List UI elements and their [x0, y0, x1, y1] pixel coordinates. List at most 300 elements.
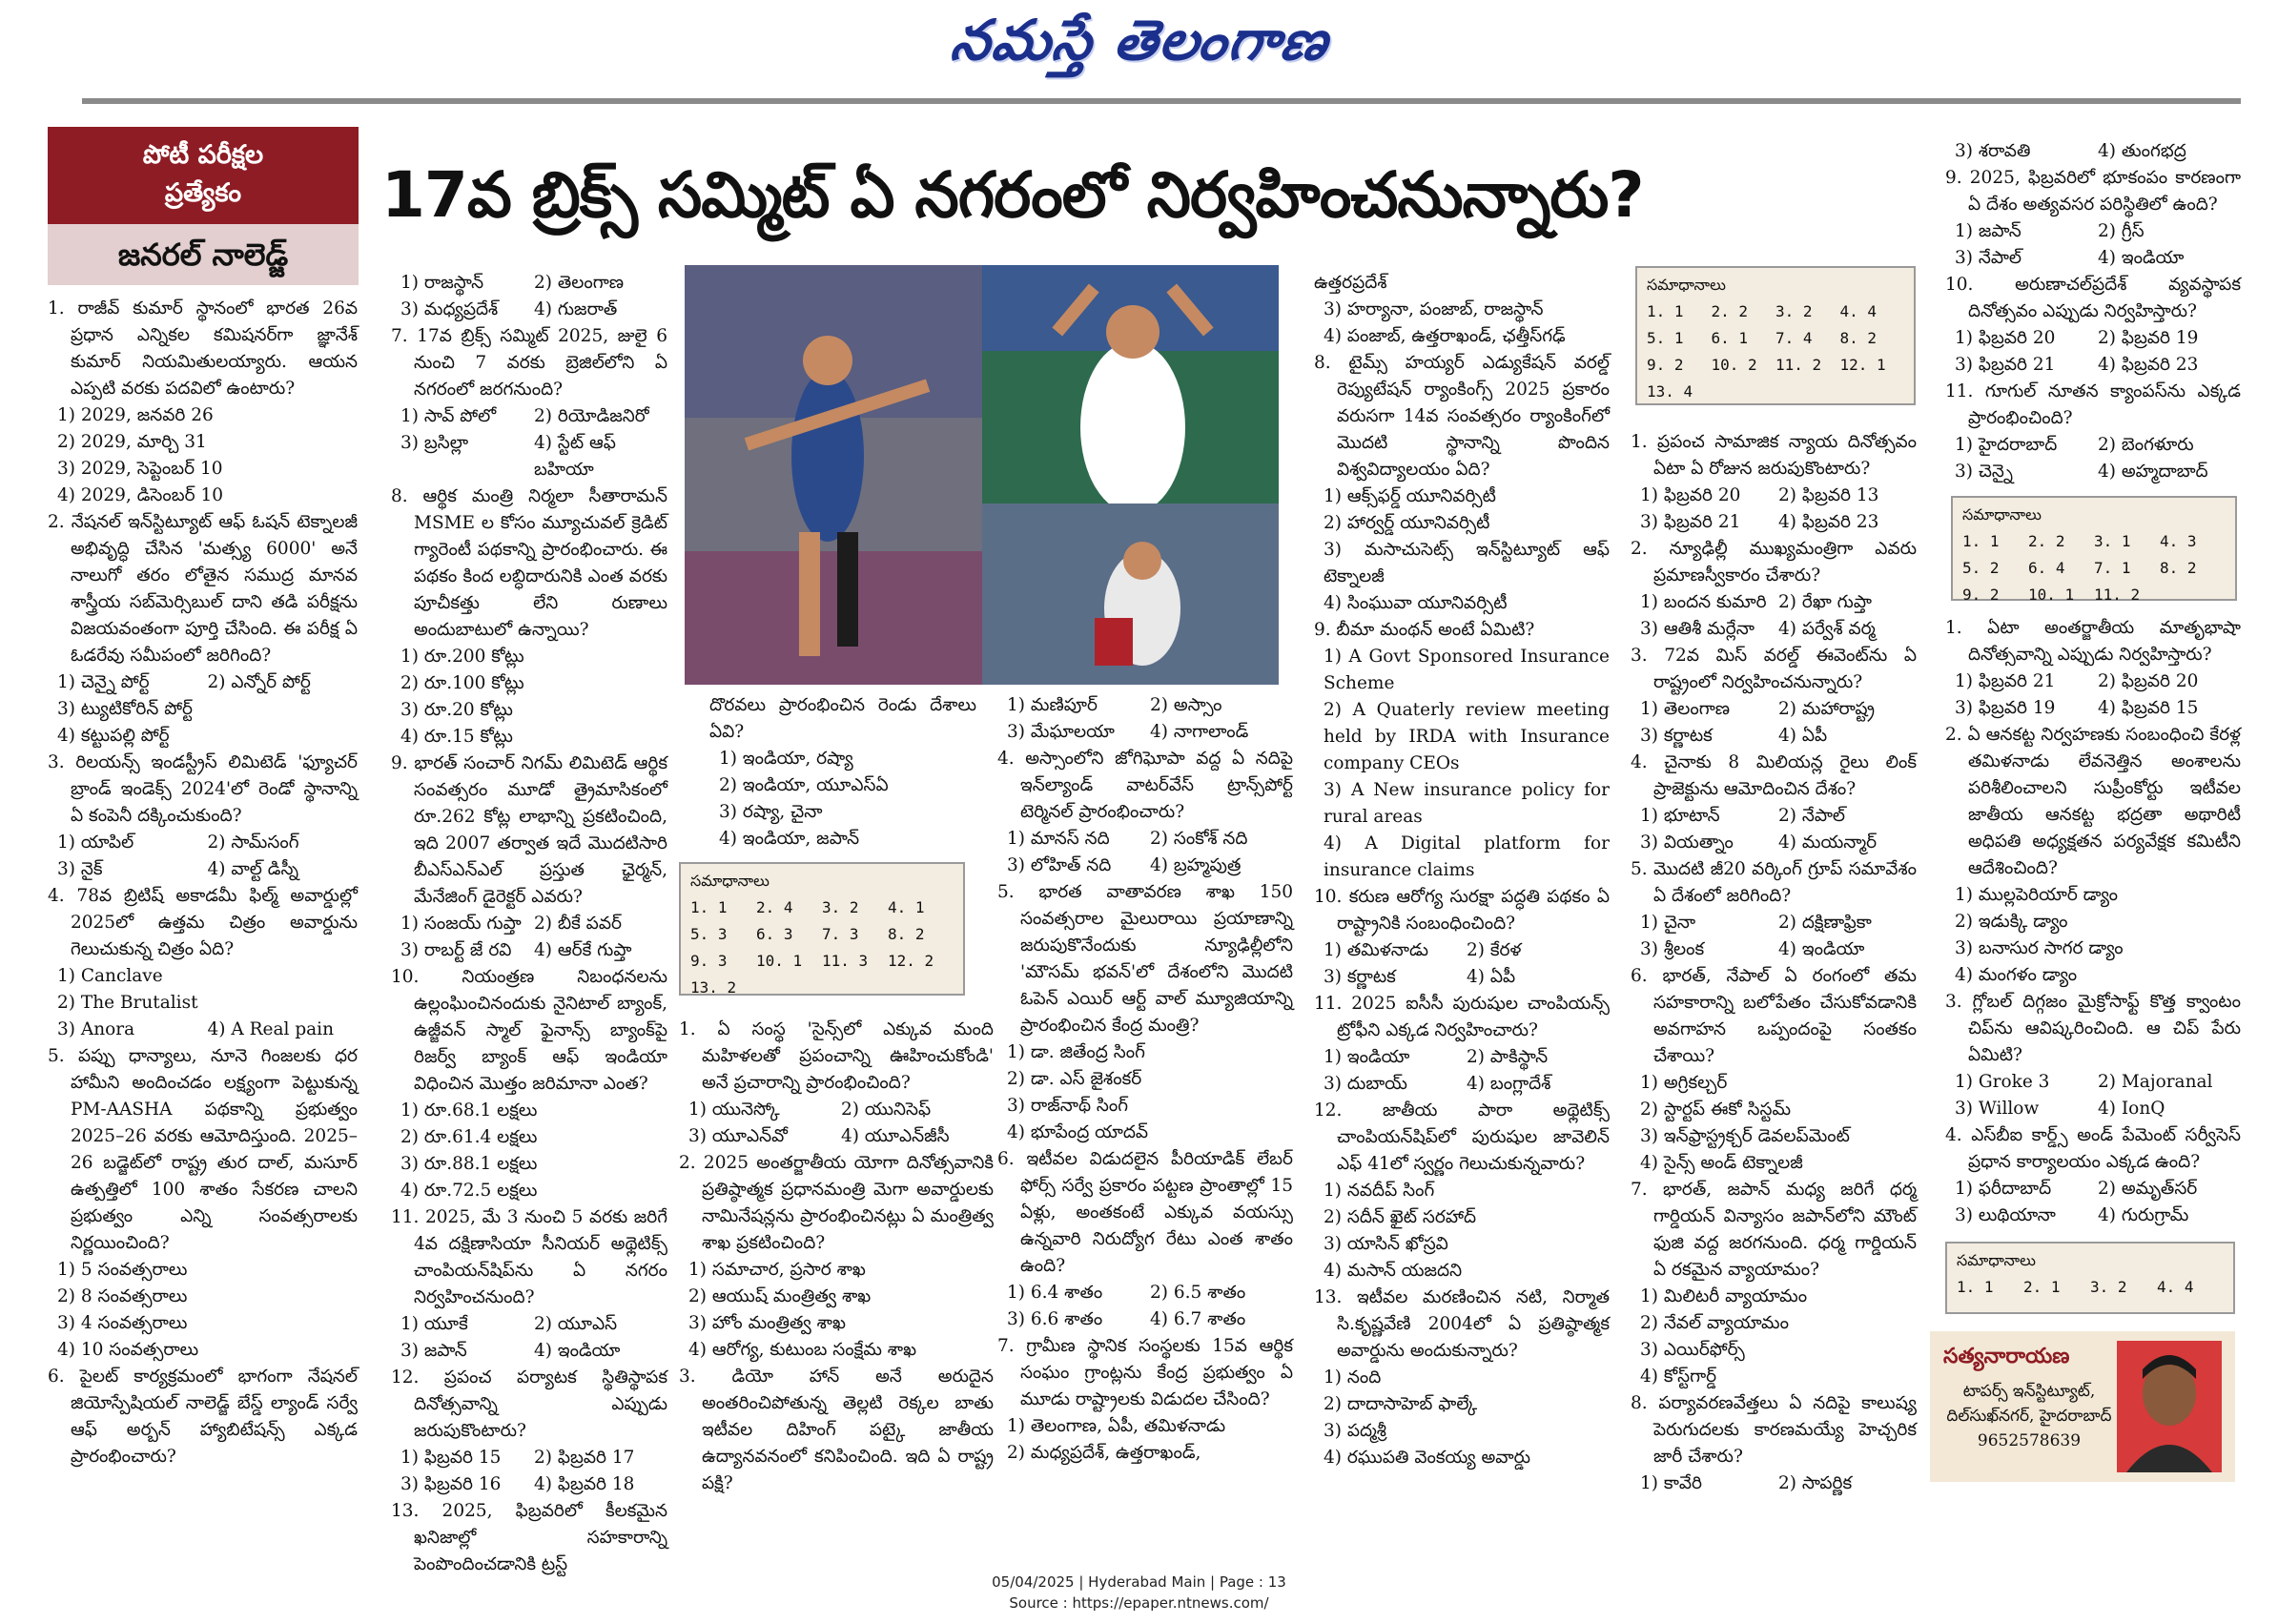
- option-pair: [391, 1471, 667, 1498]
- answer-item: 9. 2: [1647, 356, 1684, 374]
- question: 2. నేషనల్ ఇన్‌స్టిట్యూట్ ఆఫ్ ఓషన్ టెక్నాలజీ అభివృద్ధి చేసిన 'మత్స్య 6000' అనే నాలుగో తరం లోతైన సముద్ర మానవ శాస్త్రీయ సబ్‌మెర్సిబుల్ దాని తడి పరీక్షను విజయవంతంగా పూర్తి చేసింది. ఈ పరీక్ష ఏ ఓడరేవు సమీపంలో జరిగింది?: [48, 512, 358, 666]
- option-pair: [391, 1338, 667, 1365]
- option-pair: [1945, 1203, 2241, 1229]
- option: 4) తుంగభద్ర: [2098, 141, 2186, 161]
- option-pair: [679, 1123, 994, 1150]
- option: 1) రూ.68.1 లక్షలు: [400, 1100, 538, 1120]
- answers-grid: [1957, 1274, 2224, 1301]
- question: 13. 2025, ఫిబ్రవరిలో కీలకమైన ఖనిజాల్లో సహకారాన్ని పెంపొందించడానికి ట్రస్ట్: [391, 1501, 667, 1574]
- option: 4) ఫిబ్రవరి 23: [2098, 355, 2199, 375]
- option: 2) సదీన్ ఖైట్ సరహాద్: [1324, 1207, 1477, 1227]
- option: 2) యునిసెఫ్: [841, 1100, 932, 1120]
- option-pair: [391, 297, 667, 323]
- question: 1. ఏ సంస్థ 'సైన్స్‌లో ఎక్కువ మంది మహిళలతో ప్రపంచాన్ని ఊహించుకోండి' అనే ప్రచారాన్ని ప్రారంభించింది?: [679, 1019, 994, 1093]
- option: 3) ఫిబ్రవరి 19: [1955, 698, 2056, 718]
- option: 4) రఘుపతి వెంకయ్య అవార్డు: [1324, 1448, 1531, 1468]
- answer-item: 6. 1: [1711, 329, 1749, 347]
- option: 1) ఫరీదాబాద్: [1955, 1179, 2052, 1199]
- option: 1) అగ్రికల్చర్: [1640, 1073, 1728, 1093]
- section-label: [48, 127, 359, 285]
- option: 1) సావ్ పోలో: [400, 406, 497, 426]
- option: 3) వియత్నాం: [1640, 833, 1734, 853]
- option: 1) యూకే: [400, 1314, 468, 1334]
- option: 3) శరావతి: [1955, 141, 2031, 161]
- answers-grid: [1647, 298, 1904, 405]
- option-pair: [997, 853, 1293, 879]
- newspaper-logo: నమస్తే తెలంగాణ: [946, 8, 1334, 72]
- option: 2) A Quaterly review meeting held by IRDA with Insurance company CEOs: [1324, 700, 1610, 773]
- option-pair: [1314, 937, 1610, 964]
- question: 4. అస్సాంలోని జోగిఘోపా వద్ద ఏ నదిపై ఇన్‌ల్యాండ్ వాటర్‌వేస్ ట్రాన్స్‌పోర్ట్ టెర్మినల్ ప్రారంభించారు?: [997, 749, 1293, 822]
- answers-heading: సమాధానాలు: [1957, 1251, 2036, 1269]
- option: 1) ఫిబ్రవరి 15: [400, 1448, 502, 1468]
- option-pair: [997, 719, 1293, 746]
- option: 2) ఫిబ్రవరి 19: [2098, 328, 2199, 348]
- option: 2) నేవల్ వ్యాయామం: [1640, 1313, 1789, 1333]
- option: 1) ఇండియా: [1324, 1047, 1410, 1067]
- option: 1) 2029, జనవరి 26: [57, 405, 214, 425]
- option-pair: [48, 830, 358, 856]
- option: 1) తెలంగాణ: [1640, 699, 1731, 719]
- masthead: [0, 0, 2278, 86]
- option: 4) రూ.15 కోట్లు: [400, 727, 513, 747]
- option-pair: [1945, 138, 2241, 165]
- option: 1) యునెస్కో: [688, 1100, 780, 1120]
- option: 1) సమాచార, ప్రసార శాఖ: [688, 1260, 866, 1280]
- option-pair: [48, 856, 358, 883]
- option: 2) స్టార్టప్ ఈకో సిస్టమ్: [1640, 1100, 1792, 1120]
- option: 3) చెన్నై: [1955, 462, 2013, 482]
- option: 2) దాదాసాహెబ్ ఫాల్కే: [1324, 1394, 1478, 1414]
- answers-grid: [1962, 528, 2226, 608]
- option: 2) సంకోశ్ నది: [1150, 829, 1248, 849]
- option: 4) బ్రహ్మపుత్ర: [1150, 855, 1242, 875]
- option: 1) హైదరాబాద్: [1955, 435, 2058, 455]
- option-pair: [391, 911, 667, 937]
- option: 2) ఫిబ్రవరి 17: [534, 1448, 635, 1468]
- answer-item: 6. 3: [756, 925, 793, 943]
- option: 2) సామ్‌సంగ్: [207, 833, 299, 853]
- option: 1) మణిపూర్: [1007, 695, 1098, 715]
- question: 6. భారత్, నేపాల్ ఏ రంగంలో తమ సహకారాన్ని బలోపేతం చేసుకోవడానికి అవగాహన ఒప్పందంపై సంతకం చేశాయి?: [1631, 966, 1917, 1066]
- author-phone: 9652578639: [1977, 1431, 2082, 1450]
- option: 4) నాగాలాండ్: [1150, 722, 1249, 742]
- option-pair: [1945, 218, 2241, 245]
- answers-box-1: [679, 862, 965, 996]
- option: 3) కర్ణాటక: [1324, 967, 1396, 987]
- option: 1) కావేరి: [1640, 1473, 1703, 1493]
- option-pair: [1945, 695, 2241, 722]
- answer-item: 11. 2: [2094, 586, 2141, 604]
- option: 2) బెంగళూరు: [2098, 435, 2194, 455]
- option-pair: [1945, 432, 2241, 459]
- option: 2) దక్షిణాఫ్రికా: [1778, 913, 1872, 933]
- option: 2) తెలంగాణ: [534, 273, 625, 293]
- answer-item: 2. 2: [1711, 302, 1749, 320]
- question: 9. 2025, ఫిబ్రవరిలో భూకంపం కారణంగా ఏ దేశం అత్యవసర పరిస్థితిలో ఉంది?: [1945, 168, 2241, 215]
- option: 3) యాసిన్ ఖోస్రవి: [1324, 1234, 1448, 1254]
- option-pair: [1945, 459, 2241, 485]
- option: 1) నవదీప్ సింగ్: [1324, 1181, 1435, 1201]
- answer-item: 3. 1: [2094, 532, 2131, 550]
- option: 4) ఫిబ్రవరి 15: [2098, 698, 2199, 718]
- text-line: దొరవలు ప్రారంభించిన రెండు దేశాలు ఏవి?: [709, 695, 976, 742]
- option: 4) మంగళం డ్యాం: [1955, 965, 2078, 985]
- option: 4) సైన్స్ అండ్ టెక్నాలజీ: [1640, 1153, 1803, 1173]
- option-pair: [1631, 803, 1917, 830]
- option: 4) ఇండియా: [2098, 248, 2185, 268]
- option: 3) కర్ణాటక: [1640, 726, 1713, 746]
- author-box: [1930, 1331, 2235, 1482]
- answer-item: 5. 2: [1962, 559, 2000, 577]
- option: 4) 6.7 శాతం: [1150, 1309, 1246, 1329]
- option-pair: [1631, 936, 1917, 963]
- option: 3) లోహిత్ నది: [1007, 855, 1112, 875]
- column-4: [997, 692, 1293, 1484]
- option: 4) అహ్మదాబాద్: [2098, 462, 2208, 482]
- option: 2) ఆయుష్ మంత్రిత్వ శాఖ: [688, 1286, 872, 1306]
- option: 2) రూ.61.4 లక్షలు: [400, 1127, 538, 1147]
- option: 2) ఎన్నోర్ పోర్ట్: [207, 672, 311, 692]
- option: 3) ఇన్‌ఫ్రాస్ట్రక్చర్ డెవలప్‌మెంట్: [1640, 1126, 1850, 1146]
- option: 2) 8 సంవత్సరాలు: [57, 1286, 188, 1306]
- option: 1) యాపిల్: [57, 833, 134, 853]
- question: 10. కరుణ ఆరోగ్య సురక్షా పద్ధతి పథకం ఏ రాష్ట్రానికి సంబంధించింది?: [1314, 887, 1610, 934]
- option-pair: [997, 1280, 1293, 1306]
- answer-item: 10. 1: [756, 952, 803, 970]
- column-2: [391, 270, 667, 1574]
- option: 3) ఫిబ్రవరి 21: [1640, 512, 1741, 532]
- answer-item: 9. 3: [690, 952, 728, 970]
- option: 4) ఫిబ్రవరి 18: [534, 1474, 635, 1494]
- column-7-lower: [1945, 615, 2241, 1225]
- answer-item: 9. 2: [1962, 586, 2000, 604]
- footer-source: Source : https://epaper.ntnews.com/: [1009, 1594, 1269, 1612]
- question: 13. ఇటీవల మరణించిన నటి, నిర్మాత సి.కృష్ణవేణి 2004లో ఏ ప్రతిష్ఠాత్మక అవార్డును అందుకున్నారు?: [1314, 1287, 1610, 1361]
- option: 4) పంజాబ్, ఉత్తరాఖండ్, ఛత్తీస్‌గఢ్: [1324, 326, 1566, 346]
- option: 4) IonQ: [2098, 1099, 2165, 1119]
- option: 2) ఫిబ్రవరి 13: [1778, 485, 1879, 505]
- option: 3) నేపాల్: [1955, 248, 2022, 268]
- question: 3. గ్లోబల్ దిగ్గజం మైక్రోసాఫ్ట్ కొత్త క్వాంటం చిప్‌ను ఆవిష్కరించింది. ఆ చిప్ పేరు ఏమిటి?: [1945, 992, 2241, 1065]
- question: 1. ఏటా అంతర్జాతీయ మాతృభాషా దినోత్సవాన్ని ఎప్పుడు నిర్వహిస్తారు?: [1945, 618, 2241, 665]
- option: 3) ఫిబ్రవరి 21: [1955, 355, 2056, 375]
- question: 7. 17వ బ్రిక్స్ సమ్మిట్ 2025, జులై 6 నుంచి 7 వరకు బ్రెజిల్‌లోని ఏ నగరంలో జరగనుంది?: [391, 326, 667, 400]
- question: 8. పర్యావరణవేత్తలు ఏ నదిపై కాలుష్య పెరుగుదలకు కారణమయ్యే హెచ్చరిక జారీ చేశారు?: [1631, 1393, 1917, 1467]
- option: 2) రియోడిజనిరో: [534, 406, 649, 426]
- option-pair: [48, 669, 358, 696]
- option: 1) చైనా: [1640, 913, 1696, 933]
- option: 2) గ్రీస్: [2098, 221, 2145, 241]
- option: 4) వాల్ట్ డిస్నీ: [207, 859, 299, 879]
- answer-item: 1. 1: [1647, 302, 1684, 320]
- option: 3) ఆతిశీ మర్లేనా: [1640, 619, 1755, 639]
- question: 8. టైమ్స్ హయ్యర్ ఎడ్యుకేషన్ వరల్డ్ రెప్యుటేషన్ ర్యాంకింగ్స్ 2025 ప్రకారం వరుసగా 14వ సంవత్సరం ర్యాంకింగ్‌లో మొదటి స్థానాన్ని పొందిన విశ్వవిద్యాలయం ఏది?: [1314, 353, 1610, 480]
- option: 2) ఫిబ్రవరి 20: [2098, 671, 2199, 691]
- option: 4) మసాన్ యజదని: [1324, 1261, 1463, 1281]
- option: 1) జపాన్: [1955, 221, 2021, 241]
- question: 11. 2025 ఐసీసీ పురుషుల చాంపియన్స్ ట్రోఫీని ఎక్కడ నిర్వహించారు?: [1314, 994, 1610, 1040]
- option: 4) భూపేంద్ర యాదవ్: [1007, 1122, 1149, 1142]
- option: 2) ఇడుక్కి డ్యాం: [1955, 912, 2068, 932]
- option: 3) దుబాయ్: [1324, 1074, 1407, 1094]
- question: 1. రాజీవ్ కుమార్ స్థానంలో భారత 26వ ప్రధాన ఎన్నికల కమిషనర్‌గా జ్ఞానేశ్ కుమార్ నియమితులయ్యారు. ఆయన ఎప్పటి వరకు పదవిలో ఉంటారు?: [48, 298, 358, 399]
- option: 3) రాజ్‌నాథ్ సింగ్: [1007, 1096, 1129, 1116]
- option-pair: [1631, 616, 1917, 643]
- option: 4) 10 సంవత్సరాలు: [57, 1340, 199, 1360]
- option: 4) స్టేట్ ఆఫ్ బహియా: [534, 433, 616, 480]
- option: 4) రూ.72.5 లక్షలు: [400, 1181, 538, 1201]
- option: 3) ట్యుటికోరిన్ పోర్ట్: [57, 699, 194, 719]
- option-pair: [1631, 696, 1917, 723]
- option-pair: [1945, 352, 2241, 379]
- option: 3) 2029, సెప్టెంబర్ 10: [57, 459, 223, 479]
- answer-item: 1. 1: [1962, 532, 2000, 550]
- option-pair: [1945, 1096, 2241, 1122]
- option: 1) ఫిబ్రవరి 20: [1955, 328, 2056, 348]
- author-institute: టాపర్స్ ఇన్‌స్టిట్యూట్, దిల్‌సుఖ్‌నగర్, హైదరాబాద్ 9652578639: [1943, 1379, 2115, 1453]
- option: 1) 6.4 శాతం: [1007, 1283, 1103, 1303]
- option: 2) సాపర్ణిక: [1778, 1473, 1853, 1493]
- answers-box-2: [1635, 266, 1916, 405]
- column-1: [48, 296, 358, 1483]
- column-6: [1631, 429, 1917, 1493]
- option-pair: [1314, 1044, 1610, 1071]
- option: 2) The Brutalist: [57, 993, 198, 1013]
- option: 1) మిలిటరీ వ్యాయామం: [1640, 1286, 1808, 1306]
- option: 1) రాజస్థాన్: [400, 273, 484, 293]
- option-pair: [391, 1311, 667, 1338]
- question: 11. గూగుల్ నూతన క్యాంపస్‌ను ఎక్కడ ప్రారంభించింది?: [1945, 381, 2241, 428]
- option-pair: [48, 1017, 358, 1043]
- option: 1) నంది: [1324, 1367, 1382, 1388]
- question: 2. ఏ ఆనకట్ట నిర్వహణకు సంబంధించి కేరళ్ల తమిళనాడు లేవనెత్తిన అంశాలను పరిశీలించాలని సుప్రీంకోర్టు ఇటీవల జాతీయ ఆనకట్ట భద్రతా అథారిటీ అధిపతి అధ్యక్షతన పర్యవేక్షక కమిటీని ఆదేశించింది?: [1945, 725, 2241, 878]
- option: 3) బనాసుర సాగర డ్యాం: [1955, 938, 2124, 958]
- option: 4) కట్టుపల్లి పోర్ట్: [57, 726, 170, 746]
- question: 9. భారత్ సంచార్ నిగమ్ లిమిటెడ్ ఆర్థిక సంవత్సరం మూడో త్రైమాసికంలో రూ.262 కోట్ల లాభాన్ని ప్రకటించింది, ఇది 2007 తర్వాత ఇదే మొదటిసారి బీఎస్ఎన్ఎల్ ప్రస్తుత ఛైర్మన్, మేనేజింగ్ డైరెక్టర్ ఎవరు?: [391, 753, 667, 907]
- option-pair: [997, 692, 1293, 719]
- option: 4) సింఘువా యూనివర్సిటీ: [1324, 593, 1508, 613]
- option: 2) బీకే పవర్: [534, 914, 622, 934]
- answer-item: 4. 4: [1839, 302, 1878, 320]
- option: 3) రాబర్ట్ జే రవి: [400, 940, 512, 960]
- option: 2) అస్సాం: [1150, 695, 1222, 715]
- option: 3) 4 సంవత్సరాలు: [57, 1313, 188, 1333]
- answer-item: 4. 3: [2160, 532, 2197, 550]
- answer-item: 3. 2: [2090, 1278, 2127, 1296]
- option: 3) మేఘాలయా: [1007, 722, 1115, 742]
- option: 4) యూఎన్‌జీసీ: [841, 1126, 950, 1146]
- option-pair: [1631, 509, 1917, 536]
- answer-item: 5. 1: [1647, 329, 1684, 347]
- section-title: పోటీ పరీక్షల ప్రత్యేకం: [48, 127, 359, 224]
- section-tag: జనరల్ నాలెడ్జ్: [48, 224, 359, 285]
- answer-item: 13. 2: [690, 978, 737, 997]
- option: 4) ఇండియా, జపాన్: [719, 829, 860, 849]
- option: 4) గుజరాత్: [534, 299, 618, 319]
- question: 3. డియో హాన్ అనే అరుదైన అంతరించిపోతున్న తెల్లటి రెక్కల బాతు ఇటీవల దిహింగ్ పట్కై జాతీయ ఉద్యానవనంలో కనిపించింది. ఇది ఏ రాష్ట్ర పక్షి?: [679, 1367, 994, 1493]
- option: 3) మధ్యప్రదేశ్: [400, 299, 499, 319]
- option-pair: [1945, 1176, 2241, 1203]
- option: 1) సంజయ్ గుప్తా: [400, 914, 522, 934]
- column-3-lower: [679, 1017, 994, 1493]
- column-5: [1314, 270, 1610, 1484]
- option: 2) ఇండియా, యూఎస్ఏ: [719, 775, 889, 795]
- question: 8. ఆర్థిక మంత్రి నిర్మలా సీతారామన్ MSME ల కోసం మ్యూచువల్ క్రెడిట్ గ్యారెంటీ పథకాన్ని ప్రారంభించారు. ఈ పథకం కింద లబ్ధిదారునికి ఎంత వరకు పూచీకత్తు లేని రుణాలు అందుబాటులో ఉన్నాయి?: [391, 486, 667, 640]
- option-pair: [1631, 830, 1917, 856]
- option: 2) కేరళ: [1467, 940, 1522, 960]
- option: 2) పాకిస్థాన్: [1467, 1047, 1549, 1067]
- option-pair: [1631, 910, 1917, 936]
- option: 3) రూ.20 కోట్లు: [400, 700, 513, 720]
- question: 2. 2025 అంతర్జాతీయ యోగా దినోత్సవానికి ప్రతిష్ఠాత్మక ప్రధానమంత్రి మెగా అవార్డులకు నామినేషన్లను ప్రారంభించినట్లు ఏ మంత్రిత్వ శాఖ ప్రకటించింది?: [679, 1153, 994, 1253]
- question: 12. జాతీయ పారా అథ్లెటిక్స్ చాంపియన్‌షిప్‌లో పురుషుల జావెలిన్ ఎఫ్ 41లో స్వర్ణం గెలుచుకున్నవారు?: [1314, 1100, 1610, 1174]
- option-pair: [1314, 1071, 1610, 1098]
- option: 3) శ్రీలంక: [1640, 939, 1705, 959]
- question: 4. చైనాకు 8 మిలియన్ల రైలు లింక్ ప్రాజెక్టును ఆమోదించిన దేశం?: [1631, 752, 1917, 799]
- answer-item: 2. 2: [2028, 532, 2065, 550]
- option: 4) A Digital platform for insurance claims: [1324, 833, 1610, 880]
- option-pair: [1314, 964, 1610, 991]
- answer-item: 7. 3: [822, 925, 859, 943]
- option: 4) పర్వేశ్ వర్మ: [1778, 619, 1876, 639]
- option: 4) ఫిబ్రవరి 23: [1778, 512, 1879, 532]
- option-pair: [1945, 245, 2241, 272]
- question: 11. 2025, మే 3 నుంచి 5 వరకు జరిగే 4వ దక్షిణాసియా సీనియర్ అథ్లెటిక్స్ చాంపియన్‌షిప్‌ను ఏ నగరం నిర్వహించనుంది?: [391, 1207, 667, 1307]
- option: 1) తెలంగాణ, ఏపీ, తమిళనాడు: [1007, 1416, 1226, 1436]
- question: 3. 72వ మిస్ వరల్డ్ ఈవెంట్‌ను ఏ రాష్ట్రంలో నిర్వహించనున్నారు?: [1631, 646, 1917, 692]
- question: 5. పప్పు ధాన్యాలు, నూనె గింజలకు ధర హామీని అందించడం లక్ష్యంగా పెట్టుకున్న PM-AASHA పథకాన్ని ప్రభుత్వం 2025–26 వరకు ఆమోదిస్తుంది. 2025–26 బడ్జెట్‌లో రాష్ట్ర తుర దాల్, మసూర్ ఉత్పత్తిలో 100 శాతం సేకరణ చాలని ప్రభుత్వం ఎన్ని సంవత్సరాలకు నిర్ణయించింది?: [48, 1046, 358, 1253]
- option: 4) ఆరోగ్య, కుటుంబ సంక్షేమ శాఖ: [688, 1340, 917, 1360]
- question: 4. ఎస్‌బీఐ కార్డ్స్ అండ్ పేమెంట్ సర్వీసెస్ ప్రధాన కార్యాలయం ఎక్కడ ఉంది?: [1945, 1125, 2241, 1172]
- option: 2) 6.5 శాతం: [1150, 1283, 1246, 1303]
- option: 3) ఫిబ్రవరి 16: [400, 1474, 502, 1494]
- option: 1) ఆక్స్‌ఫర్డ్ యూనివర్సిటీ: [1324, 486, 1496, 506]
- option: 1) బందన కుమారి: [1640, 592, 1767, 612]
- column-7: [1945, 138, 2241, 482]
- option: 2) రూ.100 కోట్లు: [400, 673, 524, 693]
- option: 4) ఏపీ: [1778, 726, 1828, 746]
- option: 1) తమిళనాడు: [1324, 940, 1429, 960]
- option: 4) ఇండియా: [1778, 939, 1865, 959]
- answer-item: 5. 3: [690, 925, 728, 943]
- option-pair: [1945, 668, 2241, 695]
- option: 3) మసాచుసెట్స్ ఇన్‌స్టిట్యూట్ ఆఫ్ టెక్నాలజీ: [1324, 540, 1610, 586]
- option: 2) మధ్యప్రదేశ్, ఉత్తరాఖండ్,: [1007, 1443, 1201, 1463]
- option-pair: [391, 1445, 667, 1471]
- athletes-photo: [685, 265, 1279, 685]
- option: 3) ఎయిర్‌ఫోర్స్: [1640, 1340, 1745, 1360]
- option: 2) నేపాల్: [1778, 806, 1846, 826]
- answer-item: 2. 4: [756, 898, 793, 916]
- answer-item: 3. 2: [1775, 302, 1813, 320]
- option: 1) Groke 3: [1955, 1072, 2050, 1092]
- answers-grid: [690, 894, 954, 1001]
- option: 3) A New insurance policy for rural areas: [1324, 780, 1610, 827]
- option-pair: [1631, 589, 1917, 616]
- option-pair: [997, 1306, 1293, 1333]
- text-line: ఉత్తరప్రదేశ్: [1314, 273, 1387, 293]
- option: 2) డా. ఎస్ జైశంకర్: [1007, 1069, 1142, 1089]
- answers-heading: సమాధానాలు: [1962, 505, 2042, 524]
- answer-item: 7. 1: [2094, 559, 2131, 577]
- option: 1) రూ.200 కోట్లు: [400, 647, 524, 667]
- option: 2) Majoranal: [2098, 1072, 2213, 1092]
- answer-item: 4. 1: [888, 898, 925, 916]
- option: 1) ఫిబ్రవరి 21: [1955, 671, 2056, 691]
- answer-item: 6. 4: [2028, 559, 2065, 577]
- option: 4) A Real pain: [207, 1019, 335, 1039]
- question: 5. మొదటి జీ20 వర్కింగ్ గ్రూప్ సమావేశం ఏ దేశంలో జరిగింది?: [1631, 859, 1917, 906]
- option: 3) హర్యానా, పంజాబ్, రాజస్థాన్: [1324, 299, 1544, 319]
- question: 7. భారత్, జపాన్ మధ్య జరిగే ధర్మ గార్డియన్ విన్యాసం జపాన్‌లోని మౌంట్ ఫుజి వద్ద జరగనుంది. ధర్మ గార్డియన్ ఏ రకమైన వ్యాయామం?: [1631, 1180, 1917, 1280]
- answer-item: 12. 2: [888, 952, 934, 970]
- option: 1) 5 సంవత్సరాలు: [57, 1260, 188, 1280]
- option: 4) కోస్ట్‌గార్డ్: [1640, 1367, 1717, 1387]
- question: 1. ప్రపంచ సామాజిక న్యాయ దినోత్సవం ఏటా ఏ రోజున జరుపుకొంటారు?: [1631, 432, 1917, 479]
- option: 1) భూటాన్: [1640, 806, 1720, 826]
- option: 4) ఇండియా: [534, 1341, 621, 1361]
- option-pair: [997, 826, 1293, 853]
- option: 4) బంగ్లాదేశ్: [1467, 1074, 1551, 1094]
- option-pair: [391, 937, 667, 964]
- option: 3) రూ.88.1 లక్షలు: [400, 1154, 538, 1174]
- option-pair: [1631, 723, 1917, 750]
- option: 2) 2029, మార్చి 31: [57, 432, 207, 452]
- question: 10. నియంత్రణ నిబంధనలను ఉల్లంఘించినందుకు నైనిటాల్ బ్యాంక్, ఉజ్జీవన్ స్మాల్ ఫైనాన్స్ బ్యాంక్‌పై రిజర్వ్ బ్యాంక్ ఆఫ్ ఇండియా విధించిన మొత్తం జరిమానా ఎంత?: [391, 967, 667, 1094]
- option-pair: [391, 270, 667, 297]
- answer-item: 3. 2: [822, 898, 859, 916]
- answer-item: 12. 1: [1839, 356, 1886, 374]
- answer-item: 11. 3: [822, 952, 869, 970]
- headline: 17వ బ్రిక్స్ సమ్మిట్ ఏ నగరంలో నిర్వహించనున్నారు?: [381, 158, 1644, 232]
- question: 6. పైలట్ కార్యక్రమంలో భాగంగా నేషనల్ జియోస్పేషియల్ నాలెడ్జ్ బేస్డ్ ల్యాండ్ సర్వే ఆఫ్ అర్బన్ హ్యాబిటేషన్స్ ఎక్కడ ప్రారంభించారు?: [48, 1367, 358, 1467]
- option-pair: [679, 1097, 994, 1123]
- option: 2) మహారాష్ట్ర: [1778, 699, 1875, 719]
- option: 4) గురుగ్రామ్: [2098, 1205, 2189, 1225]
- answers-box-3: [1951, 496, 2237, 604]
- answer-item: 13. 4: [1647, 382, 1693, 401]
- answers-heading: సమాధానాలు: [1647, 276, 1726, 294]
- option: 3) జపాన్: [400, 1341, 467, 1361]
- option: 3) హోం మంత్రిత్వ శాఖ: [688, 1313, 846, 1333]
- answer-item: 10. 2: [1711, 356, 1757, 374]
- option: 3) నైక్: [57, 859, 103, 879]
- option: 1) ఫిబ్రవరి 20: [1640, 485, 1741, 505]
- option: 4) ఏపీ: [1467, 967, 1516, 987]
- answer-item: 2. 1: [2023, 1278, 2061, 1296]
- option: 4) మయన్మార్: [1778, 833, 1878, 853]
- author-name: సత్యనారాయణ: [1943, 1345, 2070, 1368]
- option-pair: [1945, 1069, 2241, 1096]
- option: 3) Willow: [1955, 1099, 2040, 1119]
- option: 2) హార్వర్డ్ యూనివర్సిటీ: [1324, 513, 1490, 533]
- option-pair: [391, 430, 667, 483]
- answers-heading: సమాధానాలు: [690, 872, 770, 890]
- option: 1) మానస్ నది: [1007, 829, 1110, 849]
- option: 2) రేఖా గుప్తా: [1778, 592, 1872, 612]
- option: 3) బ్రసిల్లా: [400, 433, 469, 453]
- author-photo: [2117, 1341, 2222, 1472]
- answer-item: 11. 2: [1775, 356, 1822, 374]
- option: 1) Canclave: [57, 966, 163, 986]
- option: 3) రష్యా, చైనా: [719, 802, 823, 822]
- option: 1) ముల్లపెరియార్ డ్యాం: [1955, 885, 2118, 905]
- footer-date: 05/04/2025 | Hyderabad Main | Page : 13: [992, 1573, 1286, 1591]
- option: 4) 2029, డిసెంబర్ 10: [57, 485, 224, 505]
- answer-item: 1. 1: [1957, 1278, 1994, 1296]
- option-pair: [1631, 483, 1917, 509]
